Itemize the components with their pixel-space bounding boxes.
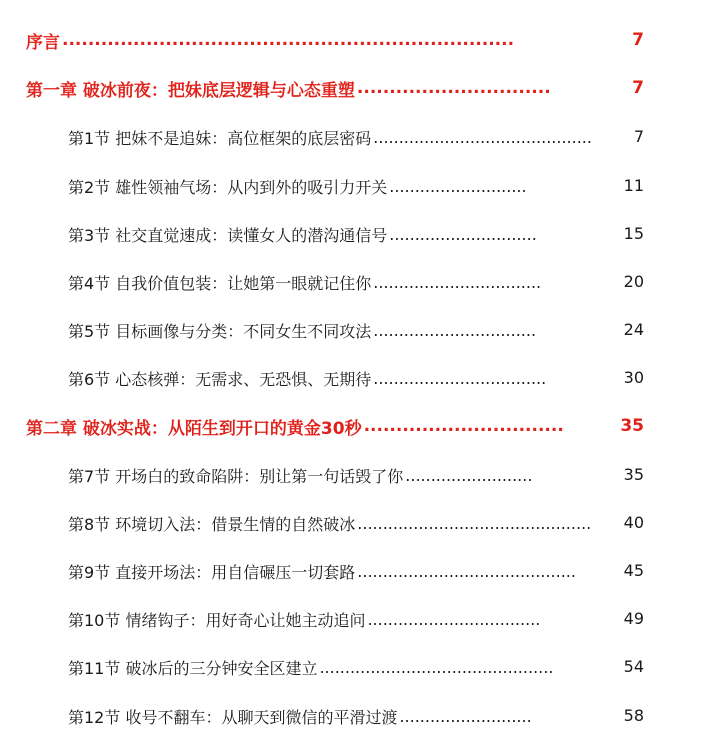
toc-entry-section-9[interactable]: [68, 558, 644, 584]
toc-entry-leader: ..................................: [373, 368, 547, 388]
toc-entry-section-11[interactable]: [68, 654, 644, 680]
toc-entry-title: 第一章 破冰前夜：把妹底层逻辑与心态重塑: [26, 80, 355, 101]
toc-entry-section-5[interactable]: [68, 317, 644, 343]
toc-entry-page: 40: [623, 513, 644, 532]
toc-entry-title: 第1节 把妹不是追妹：高位框架的底层密码: [68, 128, 372, 148]
toc-entry-page: 24: [623, 320, 644, 339]
toc-entry-leader: ..............................: [356, 78, 551, 98]
toc-entry-section-6[interactable]: [68, 365, 644, 391]
toc-entry-leader: ..............................................: [357, 513, 592, 533]
toc-entry-title: 序言: [26, 32, 60, 53]
toc-entry-leader: ...........................: [389, 176, 527, 196]
toc-entry-section-2[interactable]: [68, 173, 644, 199]
toc-entry-title: 第3节 社交直觉速成：读懂女人的潜沟通信号: [68, 225, 388, 245]
toc-entry-title: 第8节 环境切入法：借景生情的自然破冰: [68, 514, 356, 534]
toc-entry-title: 第11节 破冰后的三分钟安全区建立: [68, 658, 318, 678]
toc-entry-leader: ...........................................: [373, 127, 592, 147]
toc-entry-section-3[interactable]: [68, 221, 644, 247]
toc-entry-title: 第二章 破冰实战：从陌生到开口的黄金30秒: [26, 418, 362, 439]
toc-entry-leader: .................................: [373, 272, 542, 292]
toc-entry-chapter-1[interactable]: [26, 75, 644, 101]
toc-entry-title: 第12节 收号不翻车：从聊天到微信的平滑过渡: [68, 707, 398, 727]
toc-entry-title: 第2节 雄性领袖气场：从内到外的吸引力开关: [68, 177, 388, 197]
toc-entry-chapter-2[interactable]: [26, 413, 644, 439]
toc-entry-page: 35: [620, 416, 644, 436]
toc-entry-preface[interactable]: [26, 27, 644, 53]
toc-entry-leader: ...........................................: [357, 561, 576, 581]
toc-entry-page: 7: [632, 78, 644, 98]
toc-entry-page: 35: [623, 465, 644, 484]
toc-entry-title: 第4节 自我价值包装：让她第一眼就记住你: [68, 273, 372, 293]
toc-entry-page: 15: [623, 224, 644, 243]
toc-entry-section-12[interactable]: [68, 703, 644, 729]
toc-entry-page: 11: [623, 176, 644, 195]
toc-entry-page: 7: [632, 30, 644, 50]
toc-entry-title: 第5节 目标画像与分类：不同女生不同攻法: [68, 321, 372, 341]
toc-entry-leader: ..............................................: [319, 657, 554, 677]
toc-entry-section-1[interactable]: [68, 124, 644, 150]
toc-entry-leader: ................................: [373, 320, 537, 340]
toc-entry-title: 第6节 心态核弹：无需求、无恐惧、无期待: [68, 369, 372, 389]
toc-entry-leader: ..................................: [367, 609, 541, 629]
toc-entry-leader: ..........................: [399, 706, 532, 726]
toc-entry-leader: .........................: [405, 465, 533, 485]
toc-entry-section-10[interactable]: [68, 606, 644, 632]
toc-entry-title: 第9节 直接开场法：用自信碾压一切套路: [68, 562, 356, 582]
toc-entry-section-8[interactable]: [68, 510, 644, 536]
toc-entry-page: 49: [623, 609, 644, 628]
toc-entry-leader: ...............................: [363, 416, 564, 436]
toc-entry-page: 7: [633, 127, 644, 146]
toc-entry-title: 第7节 开场白的致命陷阱：别让第一句话毁了你: [68, 466, 404, 486]
toc-entry-section-4[interactable]: [68, 269, 644, 295]
toc-entry-page: 54: [623, 657, 644, 676]
toc-entry-page: 45: [623, 561, 644, 580]
toc-entry-page: 58: [623, 706, 644, 725]
toc-entry-page: 20: [623, 272, 644, 291]
toc-entry-leader: .............................: [389, 224, 537, 244]
toc-entry-leader: ......................................................................: [62, 30, 515, 50]
toc-entry-section-7[interactable]: [68, 462, 644, 488]
toc-entry-page: 30: [623, 368, 644, 387]
toc-entry-title: 第10节 情绪钩子：用好奇心让她主动追问: [68, 610, 366, 630]
